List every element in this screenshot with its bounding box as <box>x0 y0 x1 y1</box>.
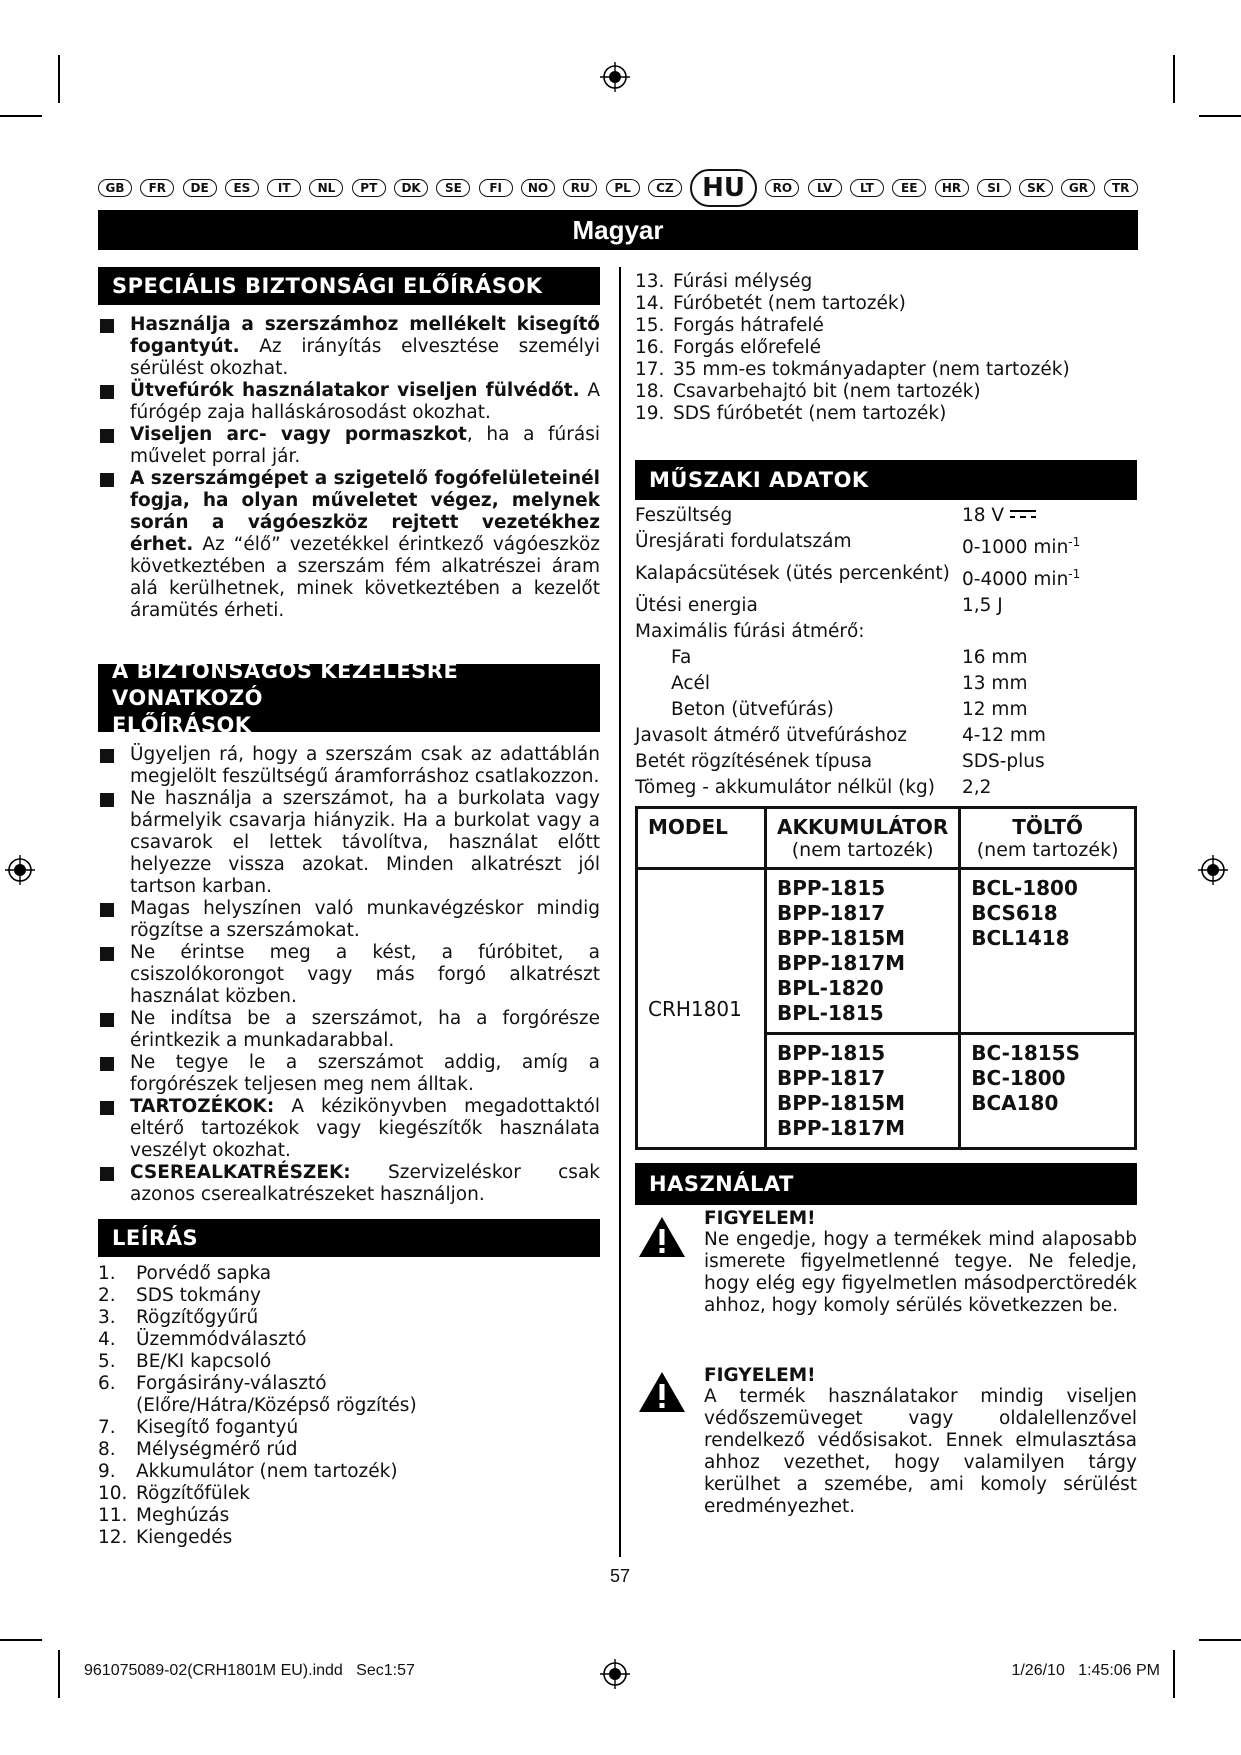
charger-header-label: TÖLTŐ <box>1012 815 1083 839</box>
bullet-bold-text: Ütvefúrók használatakor viseljen fülvédőt. <box>130 380 580 401</box>
bullet-item <box>98 744 600 788</box>
description-list-continued <box>635 271 1137 425</box>
language-ee: EE <box>892 179 926 197</box>
bullet-text: Ne használja a szerszámot, ha a burkolata vagy bármelyik csavarja hiányzik. Ha a burkolat vagy a csavarok el lettek távolítva, használat előtt helyezze vissza azokat. Minden alkatrészt jól tartson karban. <box>130 788 600 897</box>
bullet-square-icon <box>100 1057 114 1071</box>
bullet-item <box>98 314 600 380</box>
list-text: SDS fúróbetét (nem tartozék) <box>673 403 947 424</box>
spec-value-text: 2,2 <box>962 777 992 799</box>
page-title: Magyar <box>98 210 1138 250</box>
spec-value-text: 18 V <box>962 505 1005 526</box>
language-hu: HU <box>690 169 757 207</box>
section-heading-usage <box>635 1163 1137 1205</box>
list-number: 8. <box>98 1439 116 1460</box>
spec-label: Feszültség <box>635 505 733 526</box>
list-number: 3. <box>98 1307 116 1328</box>
spec-value <box>962 723 1046 749</box>
column-divider <box>619 267 621 1557</box>
warning-1 <box>704 1208 1137 1317</box>
warning-text: A termék használatakor mindig viseljen védőszemüveget vagy oldalellenzővel rendelkező védősisakot. Ennek elmulasztása ahhoz vezethet, hogy valamilyen tárgy kerülhet a szemébe, ami komoly sérülést eredményezhet. <box>704 1386 1137 1517</box>
spec-value-text: 13 mm <box>962 673 1028 695</box>
spec-row <box>635 529 1137 561</box>
spec-label: Acél <box>671 673 711 695</box>
list-text: Rögzítőfülek <box>136 1483 250 1504</box>
spec-value-text: SDS-plus <box>962 751 1045 773</box>
spec-value-text: 12 mm <box>962 699 1028 721</box>
footer-date: 1/26/10 1:45:06 PM <box>1011 1662 1160 1679</box>
spec-value <box>962 697 1027 723</box>
spec-value-text: 4-12 mm <box>962 725 1046 747</box>
spec-value <box>962 503 1038 529</box>
charger-header <box>960 808 1136 869</box>
list-item <box>98 1483 600 1505</box>
section-heading-specs <box>635 460 1137 500</box>
spec-value <box>962 775 991 801</box>
warning-title: FIGYELEM! <box>704 1208 816 1229</box>
list-text: Kisegítő fogantyú <box>136 1417 299 1438</box>
registration-mark-icon <box>600 62 630 92</box>
list-item <box>635 337 1137 359</box>
bullet-item <box>98 1096 600 1162</box>
warning-triangle-icon <box>637 1215 687 1259</box>
crop-mark <box>1199 1639 1241 1641</box>
bullet-item <box>98 788 600 898</box>
battery-header-sub: (nem tartozék) <box>791 839 934 861</box>
list-item <box>98 1439 600 1461</box>
bullet-text: , ha a fúrási művelet porral jár. <box>130 424 600 467</box>
battery-header-label: AKKUMULÁTOR <box>777 815 949 839</box>
list-number: 18. <box>635 381 665 402</box>
list-text: Kiengedés <box>136 1527 233 1548</box>
spec-row <box>635 561 1137 593</box>
section-heading-description <box>98 1219 600 1257</box>
bullet-square-icon <box>100 947 114 961</box>
spec-label: Fa <box>671 647 692 669</box>
bullet-square-icon <box>100 1101 114 1115</box>
bullet-text: Ne tegye le a szerszámot addig, amíg a forgórészek teljesen meg nem álltak. <box>130 1052 600 1095</box>
language-fi: FI <box>479 179 513 197</box>
list-text: Rögzítőgyűrű <box>136 1307 259 1328</box>
bullet-bold-text: Használja a szerszámhoz mellékelt kisegítő fogantyút. <box>130 314 600 357</box>
spec-row <box>635 775 1137 801</box>
list-item <box>98 1461 600 1483</box>
bullet-text: Magas helyszínen való munkavégzéskor mindig rögzítse a szerszámokat. <box>130 898 600 941</box>
list-item <box>98 1263 600 1285</box>
list-text: SDS tokmány <box>136 1285 261 1306</box>
warning-2 <box>704 1365 1137 1518</box>
charger-list: BC-1815S BC-1800 BCA180 <box>971 1041 1080 1115</box>
footer-file: 961075089-02(CRH1801M EU).indd Sec1:57 <box>84 1662 415 1679</box>
spec-row <box>635 749 1137 775</box>
list-number: 16. <box>635 337 665 358</box>
spec-label: Tömeg - akkumulátor nélkül (kg) <box>635 777 936 799</box>
list-item <box>98 1373 600 1395</box>
spec-row <box>635 671 1137 697</box>
list-number: 11. <box>98 1505 128 1526</box>
heading-text: LEÍRÁS <box>112 1225 199 1250</box>
spec-label: Üresjárati fordulatszám <box>635 531 852 552</box>
bullet-text: Ne érintse meg a kést, a fúróbitet, a csiszolókorongot vagy más forgó alkatrészt használat közben. <box>130 942 600 1007</box>
section-heading-special-safety <box>98 267 600 305</box>
language-lt: LT <box>850 179 884 197</box>
spec-value-superscript: -1 <box>1068 535 1081 549</box>
charger-cell <box>960 869 1136 1034</box>
registration-mark-icon <box>5 855 35 885</box>
spec-row <box>635 697 1137 723</box>
list-item <box>635 271 1137 293</box>
list-number: 12. <box>98 1527 128 1548</box>
safe-operation-list <box>98 744 600 1206</box>
bullet-text: A fúrógép zaja halláskárosodást okozhat. <box>130 380 600 423</box>
spec-label: Beton (ütvefúrás) <box>671 699 834 721</box>
list-text: 35 mm-es tokmányadapter (nem tartozék) <box>673 359 1070 380</box>
language-nl: NL <box>309 179 343 197</box>
battery-cell <box>766 1034 960 1149</box>
bullet-bold-text: CSEREALKATRÉSZEK: <box>130 1162 351 1183</box>
spec-value-text: 16 mm <box>962 647 1028 669</box>
list-text: Csavarbehajtó bit (nem tartozék) <box>673 381 981 402</box>
model-cell <box>637 869 766 1149</box>
spec-row <box>635 723 1137 749</box>
bullet-item <box>98 1162 600 1206</box>
list-number: 17. <box>635 359 665 380</box>
registration-mark-icon <box>600 1659 630 1689</box>
heading-text: A BIZTONSÁGOS KEZELÉSRE VONATKOZÓ <box>112 658 459 710</box>
list-text: Forgás előrefelé <box>673 337 822 358</box>
spec-label: Maximális fúrási átmérő: <box>635 621 865 643</box>
battery-list: BPP-1815 BPP-1817 BPP-1815M BPP-1817M BPL-1820 BPL-1815 <box>777 876 906 1025</box>
model-header <box>637 808 766 869</box>
bullet-item <box>98 1052 600 1096</box>
language-cz: CZ <box>648 179 682 197</box>
bullet-bold-text: A szerszámgépet a szigetelő fogófelületeinél fogja, ha olyan műveletet végez, melynek során a vágóeszköz rejtett vezetékhez érhet. <box>130 468 600 555</box>
list-text: Fúróbetét (nem tartozék) <box>673 293 906 314</box>
language-si: SI <box>977 179 1011 197</box>
list-number: 1. <box>98 1263 116 1284</box>
special-safety-list <box>98 314 600 622</box>
list-number: 13. <box>635 271 665 292</box>
registration-mark-icon <box>1198 855 1228 885</box>
spec-value <box>962 749 1045 775</box>
spec-value-text: 0-1000 min <box>962 537 1069 559</box>
bullet-square-icon <box>100 473 114 487</box>
spec-row <box>635 619 1137 645</box>
list-text: Porvédő sapka <box>136 1263 272 1284</box>
language-gr: GR <box>1061 179 1095 197</box>
list-text: Mélységmérő rúd <box>136 1439 298 1460</box>
list-number <box>98 1395 136 1417</box>
model-header-label: MODEL <box>648 815 728 839</box>
language-ru: RU <box>563 179 597 197</box>
list-text: Forgás hátrafelé <box>673 315 824 336</box>
language-hr: HR <box>935 179 969 197</box>
list-item <box>98 1351 600 1373</box>
bullet-square-icon <box>100 903 114 917</box>
warning-triangle-icon <box>637 1370 687 1414</box>
list-number: 5. <box>98 1351 116 1372</box>
spec-label: Kalapácsütések (ütés percenként) <box>635 563 950 585</box>
list-text: Meghúzás <box>136 1505 230 1526</box>
bullet-text: Ügyeljen rá, hogy a szerszám csak az adattáblán megjelölt feszültségű áramforráshoz csatlakozzon. <box>130 744 600 787</box>
list-item <box>98 1417 600 1439</box>
bullet-text: A kézikönyvben megadottaktól eltérő tartozékok vagy kiegészítők használata veszélyt okozhat. <box>130 1096 600 1161</box>
models-table <box>635 806 1137 1150</box>
spec-value <box>962 645 1027 671</box>
list-item <box>98 1285 600 1307</box>
bullet-text: Ne indítsa be a szerszámot, ha a forgórésze érintkezik a munkadarabbal. <box>130 1008 600 1051</box>
bullet-text: Szervizeléskor csak azonos cserealkatrészeket használjon. <box>130 1162 600 1205</box>
language-gb: GB <box>98 179 132 197</box>
bullet-square-icon <box>100 319 114 333</box>
spec-label: Ütési energia <box>635 595 758 617</box>
bullet-bold-text: Viseljen arc- vagy pormaszkot <box>130 424 467 445</box>
list-number: 19. <box>635 403 665 424</box>
list-text: Akkumulátor (nem tartozék) <box>136 1461 398 1482</box>
spec-label: Javasolt átmérő ütvefúráshoz <box>635 725 907 747</box>
bullet-item <box>98 898 600 942</box>
list-item <box>98 1505 600 1527</box>
bullet-square-icon <box>100 1013 114 1027</box>
bullet-square-icon <box>100 749 114 763</box>
heading-text: ELŐÍRÁSOK <box>112 712 252 737</box>
battery-list: BPP-1815 BPP-1817 BPP-1815M BPP-1817M <box>777 1041 906 1140</box>
spec-row <box>635 645 1137 671</box>
spec-row <box>635 503 1137 529</box>
battery-header <box>766 808 960 869</box>
crop-mark <box>1173 55 1175 103</box>
warning-text: Ne engedje, hogy a termékek mind alaposabb ismerete figyelmetlenné tegye. Ne feledje, hogy elég egy figyelmetlen másodperctöredék ahhoz, hogy komoly sérülés következzen be. <box>704 1229 1137 1316</box>
battery-cell <box>766 869 960 1034</box>
language-es: ES <box>225 179 259 197</box>
list-number: 14. <box>635 293 665 314</box>
language-de: DE <box>183 179 217 197</box>
language-it: IT <box>267 179 301 197</box>
heading-text: HASZNÁLAT <box>649 1171 794 1196</box>
list-item <box>635 293 1137 315</box>
list-number: 4. <box>98 1329 116 1350</box>
language-sk: SK <box>1019 179 1053 197</box>
list-text: Üzemmódválasztó <box>136 1329 307 1350</box>
bullet-text: Az irányítás elvesztése személyi sérülést okozhat. <box>130 336 600 379</box>
crop-mark <box>1173 1650 1175 1698</box>
language-pt: PT <box>352 179 386 197</box>
bullet-square-icon <box>100 385 114 399</box>
bullet-item <box>98 380 600 424</box>
language-ro: RO <box>765 179 799 197</box>
charger-cell <box>960 1034 1136 1149</box>
language-no: NO <box>521 179 555 197</box>
section-heading-safe-operation <box>98 658 600 737</box>
spec-row <box>635 593 1137 619</box>
language-lv: LV <box>808 179 842 197</box>
list-item <box>98 1307 600 1329</box>
list-item <box>98 1527 600 1549</box>
list-item <box>635 359 1137 381</box>
crop-mark <box>0 1639 42 1641</box>
list-number: 10. <box>98 1483 128 1504</box>
heading-text: SPECIÁLIS BIZTONSÁGI ELŐÍRÁSOK <box>112 273 543 298</box>
list-item <box>98 1329 600 1351</box>
direct-current-icon <box>1008 507 1038 521</box>
list-text: BE/KI kapcsoló <box>136 1351 272 1372</box>
page-number: 57 <box>609 1566 631 1586</box>
list-number: 6. <box>98 1373 116 1394</box>
crop-mark <box>58 55 60 103</box>
list-item <box>635 315 1137 337</box>
list-item <box>635 381 1137 403</box>
list-number: 7. <box>98 1417 116 1438</box>
spec-value-text: 0-4000 min <box>962 569 1069 591</box>
language-pl: PL <box>606 179 640 197</box>
bullet-square-icon <box>100 793 114 807</box>
heading-text: MŰSZAKI ADATOK <box>649 467 869 492</box>
list-number: 9. <box>98 1461 116 1482</box>
warning-title: FIGYELEM! <box>704 1365 816 1386</box>
bullet-item <box>98 424 600 468</box>
list-number: 15. <box>635 315 665 336</box>
crop-mark <box>58 1650 60 1698</box>
charger-list: BCL-1800 BCS618 BCL1418 <box>971 876 1078 950</box>
bullet-square-icon <box>100 429 114 443</box>
language-dk: DK <box>394 179 428 197</box>
spec-list <box>635 503 1137 801</box>
spec-value-superscript: -1 <box>1068 567 1081 582</box>
spec-label: Betét rögzítésének típusa <box>635 751 873 773</box>
bullet-item <box>98 942 600 1008</box>
list-text: (Előre/Hátra/Középső rögzítés) <box>136 1395 417 1416</box>
crop-mark <box>1199 115 1241 117</box>
bullet-item <box>98 1008 600 1052</box>
language-se: SE <box>436 179 470 197</box>
description-list <box>98 1263 600 1549</box>
list-number: 2. <box>98 1285 116 1306</box>
list-text: Forgásirány-választó <box>136 1373 327 1394</box>
bullet-text: Az “élő” vezetékkel érintkező vágóeszköz következtében a szerszám fém alkatrészei áram alá kerülhetnek, minek következtében a kezelőt áramütés érheti. <box>130 534 600 621</box>
charger-header-sub: (nem tartozék) <box>976 839 1119 861</box>
bullet-item <box>98 468 600 622</box>
spec-value <box>962 671 1027 697</box>
language-fr: FR <box>140 179 174 197</box>
bullet-square-icon <box>100 1167 114 1181</box>
list-item <box>635 403 1137 425</box>
model-name: CRH1801 <box>648 996 742 1021</box>
spec-value <box>962 529 1080 561</box>
spec-value <box>962 593 1003 619</box>
spec-value <box>962 561 1080 593</box>
spec-value-text: 1,5 J <box>962 595 1003 617</box>
list-item <box>98 1395 600 1417</box>
language-tr: TR <box>1104 179 1138 197</box>
bullet-bold-text: TARTOZÉKOK: <box>130 1096 275 1117</box>
crop-mark <box>0 115 42 117</box>
language-selector <box>98 170 1138 206</box>
list-text: Fúrási mélység <box>673 271 813 292</box>
